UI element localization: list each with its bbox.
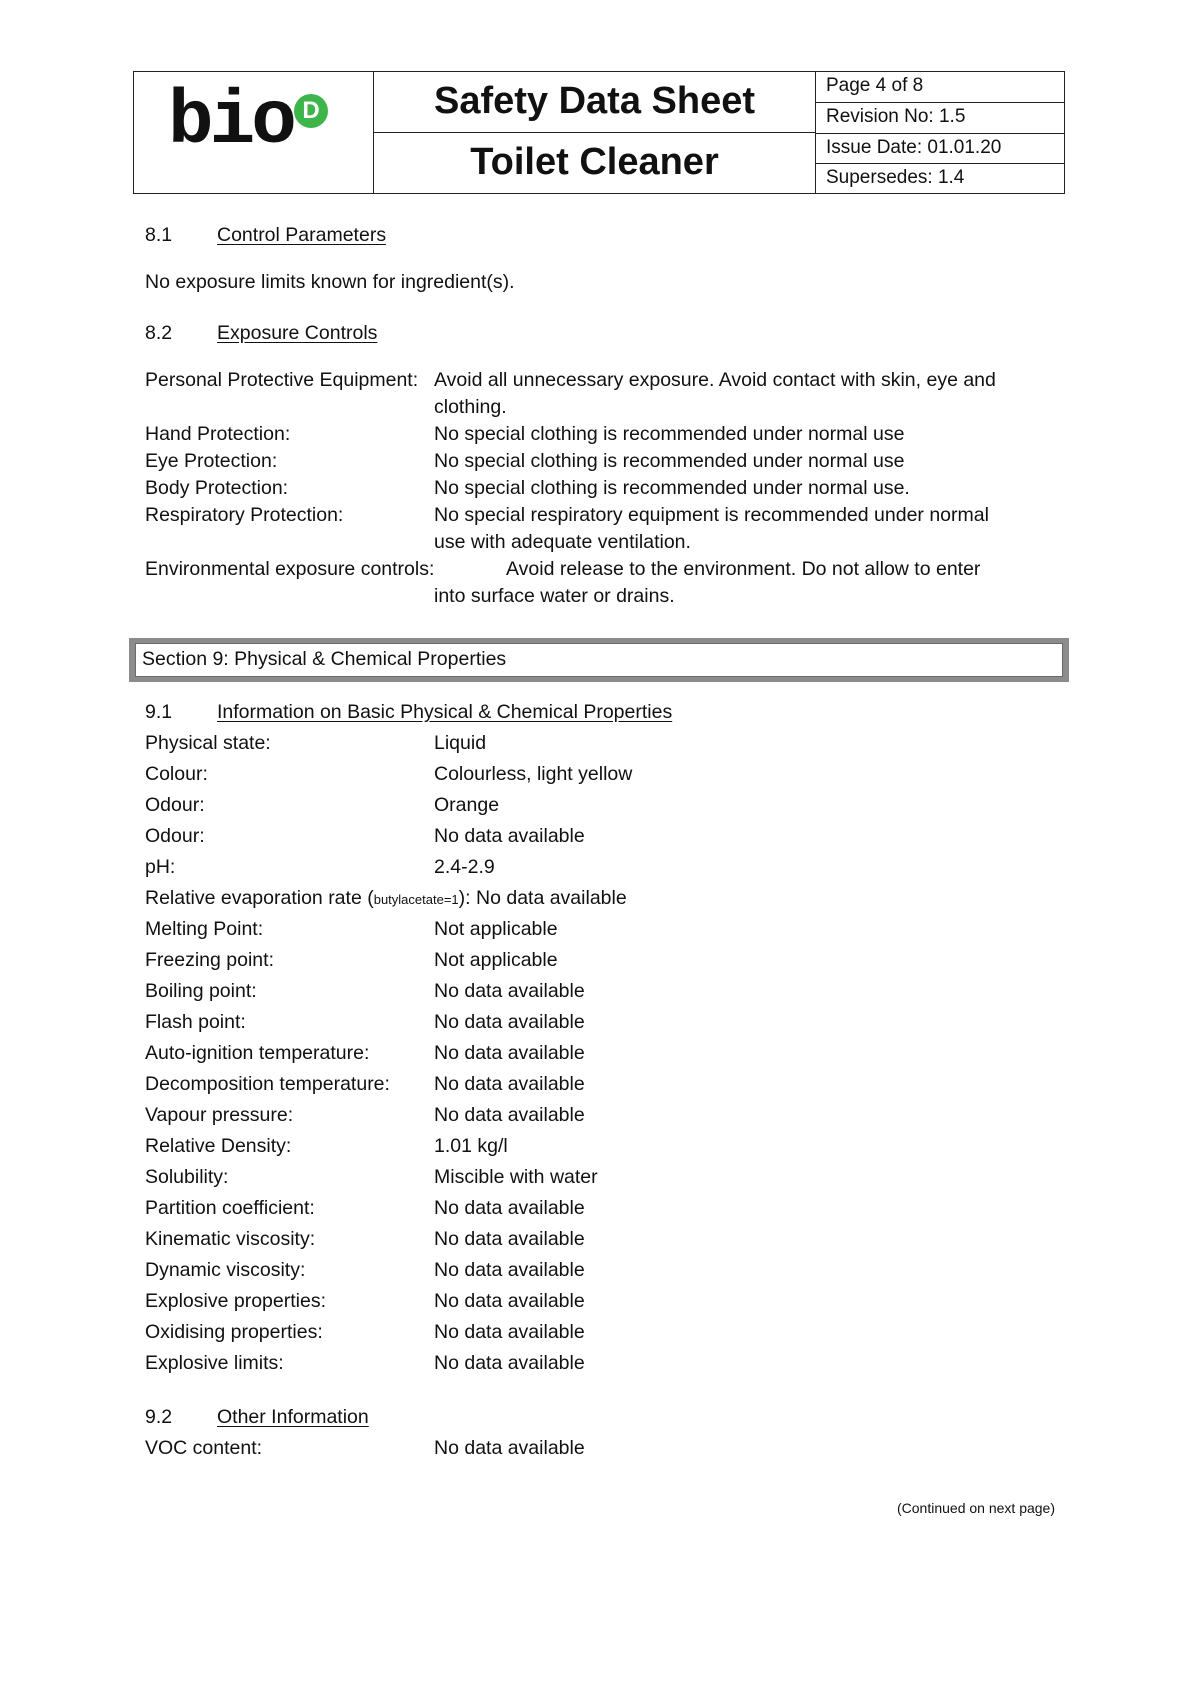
property-value: 2.4-2.9 bbox=[434, 856, 495, 878]
property-label: Colour: bbox=[145, 763, 208, 785]
property-label: Explosive properties: bbox=[145, 1290, 327, 1312]
property-value: Colourless, light yellow bbox=[434, 763, 633, 785]
property-value: No data available bbox=[434, 1104, 585, 1126]
property-label-subscript: butylacetate=1 bbox=[373, 892, 459, 907]
property-label: Odour: bbox=[145, 825, 205, 847]
property-value: No data available bbox=[434, 1042, 585, 1064]
property-label: Relative Density: bbox=[145, 1135, 292, 1157]
property-label: Kinematic viscosity: bbox=[145, 1228, 316, 1250]
property-value: No data available bbox=[434, 1011, 585, 1033]
property-value: No data available bbox=[434, 825, 585, 847]
property-value: 1.01 kg/l bbox=[434, 1135, 508, 1157]
property-value: Not applicable bbox=[434, 949, 558, 971]
property-label-end: ): bbox=[458, 887, 471, 909]
property-label: Flash point: bbox=[145, 1011, 246, 1033]
eye-protection-label: Eye Protection: bbox=[145, 450, 278, 472]
supersedes: Supersedes: 1.4 bbox=[816, 163, 1064, 193]
ppe-value: Avoid all unnecessary exposure. Avoid contact with skin, eye and bbox=[434, 369, 996, 391]
property-label: Freezing point: bbox=[145, 949, 274, 971]
property-value: No data available bbox=[434, 1197, 585, 1219]
continued-note: (Continued on next page) bbox=[897, 1500, 1055, 1516]
section-8-1-number: 8.1 bbox=[145, 224, 173, 246]
property-label: Auto-ignition temperature: bbox=[145, 1042, 370, 1064]
property-label: Solubility: bbox=[145, 1166, 229, 1188]
ppe-label: Personal Protective Equipment: bbox=[145, 369, 419, 391]
environmental-controls-value: Avoid release to the environment. Do not allow to enter bbox=[506, 558, 981, 580]
page-number: Page 4 of 8 bbox=[826, 75, 924, 96]
logo-wordmark: bio bbox=[168, 79, 293, 165]
property-label: pH: bbox=[145, 856, 176, 878]
section-9-2-title: Other Information bbox=[217, 1406, 369, 1428]
biod-logo bbox=[168, 79, 338, 165]
product-name: Toilet Cleaner bbox=[470, 141, 719, 184]
body-protection-label: Body Protection: bbox=[145, 477, 289, 499]
ppe-value-cont: clothing. bbox=[434, 396, 507, 418]
voc-content-label: VOC content: bbox=[145, 1437, 263, 1459]
property-label: Physical state: bbox=[145, 732, 271, 754]
section-8-2-number: 8.2 bbox=[145, 322, 173, 344]
property-label: Vapour pressure: bbox=[145, 1104, 294, 1126]
environmental-controls-label: Environmental exposure controls: bbox=[145, 558, 435, 580]
section-9-title: Section 9: Physical & Chemical Properties bbox=[135, 643, 1063, 677]
property-value: Not applicable bbox=[434, 918, 558, 940]
property-value: Orange bbox=[434, 794, 500, 816]
title-cell bbox=[374, 72, 816, 193]
property-value: No data available bbox=[434, 980, 585, 1002]
eye-protection-value: No special clothing is recommended under normal use bbox=[434, 450, 905, 472]
property-label: Decomposition temperature: bbox=[145, 1073, 390, 1095]
section-9-2-number: 9.2 bbox=[145, 1406, 173, 1428]
property-label: Partition coefficient: bbox=[145, 1197, 315, 1219]
hand-protection-value: No special clothing is recommended under normal use bbox=[434, 423, 905, 445]
document-header bbox=[133, 71, 1065, 194]
property-label: Dynamic viscosity: bbox=[145, 1259, 306, 1281]
respiratory-protection-value: No special respiratory equipment is recommended under normal bbox=[434, 504, 989, 526]
issue-date: Issue Date: 01.01.20 bbox=[816, 133, 1064, 163]
respiratory-protection-label: Respiratory Protection: bbox=[145, 504, 344, 526]
property-label: Odour: bbox=[145, 794, 205, 816]
environmental-controls-value-cont: into surface water or drains. bbox=[434, 585, 675, 607]
property-label: Explosive limits: bbox=[145, 1352, 284, 1374]
body-protection-value: No special clothing is recommended under normal use. bbox=[434, 477, 910, 499]
property-value: No data available bbox=[434, 1352, 585, 1374]
property-value: No data available bbox=[434, 1228, 585, 1250]
revision-number: Revision No: 1.5 bbox=[816, 102, 1064, 132]
property-value: Miscible with water bbox=[434, 1166, 598, 1188]
property-value: No data available bbox=[434, 1321, 585, 1343]
property-label: Oxidising properties: bbox=[145, 1321, 323, 1343]
property-value: No data available bbox=[434, 1290, 585, 1312]
voc-content-value: No data available bbox=[434, 1437, 585, 1459]
respiratory-protection-value-cont: use with adequate ventilation. bbox=[434, 531, 691, 553]
section-9-1-title: Information on Basic Physical & Chemical Properties bbox=[217, 701, 673, 723]
property-label: Boiling point: bbox=[145, 980, 257, 1002]
hand-protection-label: Hand Protection: bbox=[145, 423, 291, 445]
property-value: No data available bbox=[434, 1073, 585, 1095]
section-9-1-number: 9.1 bbox=[145, 701, 173, 723]
property-value: Liquid bbox=[434, 732, 487, 754]
section-8-2-title: Exposure Controls bbox=[217, 322, 378, 344]
logo-cell bbox=[134, 72, 374, 193]
logo-badge-icon: D bbox=[294, 94, 328, 128]
property-value: No data available bbox=[476, 887, 627, 909]
section-8-1-title: Control Parameters bbox=[217, 224, 387, 246]
property-label-text: Relative evaporation rate ( bbox=[145, 887, 374, 909]
document-title: Safety Data Sheet bbox=[374, 72, 815, 133]
property-label: Melting Point: bbox=[145, 918, 264, 940]
property-label bbox=[145, 885, 627, 913]
property-value: No data available bbox=[434, 1259, 585, 1281]
section-9-banner bbox=[129, 638, 1069, 682]
control-parameters-text: No exposure limits known for ingredient(s). bbox=[145, 271, 515, 293]
meta-cell bbox=[816, 72, 1064, 193]
